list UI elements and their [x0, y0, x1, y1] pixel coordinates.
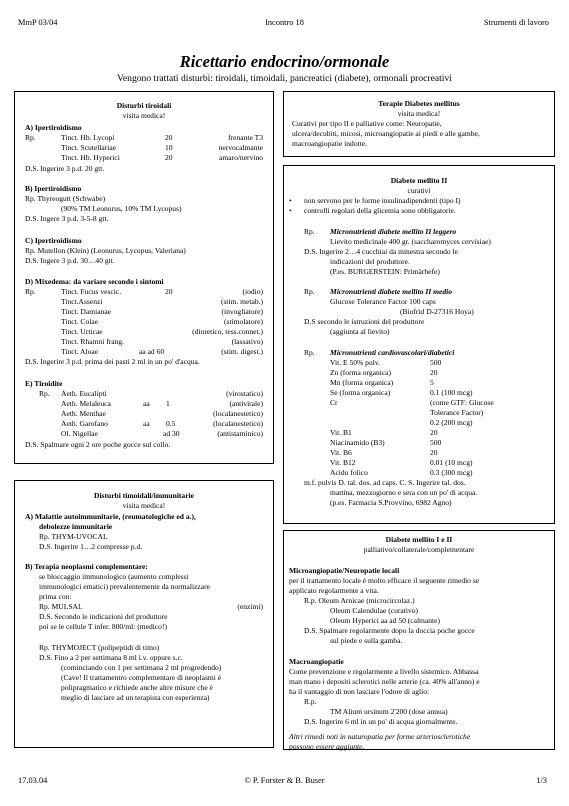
text-line: (Cave! Il trattamentro complementare di neoplasmi è — [61, 673, 222, 682]
ingredient: Aeth. Eucalipti — [61, 389, 107, 398]
dosage: (aggiunta al lievito) — [330, 327, 390, 336]
amount: 500 — [430, 438, 442, 447]
bullet-text: controlli regolari della glicemia sono obbligatorie. — [304, 206, 456, 215]
quantity: 20 — [165, 287, 173, 296]
dosage: D.S. Spalmare regolarmente dopo la doccia poche gocce — [304, 626, 475, 635]
prescription: Rp. MULSAL — [39, 602, 83, 611]
prescription: Oleum Hyperici aa ad 50 (calmante) — [330, 616, 441, 625]
ingredient: Tinct. Colae — [61, 317, 99, 326]
box-title: Terapie Diabetes mellitus — [378, 99, 460, 108]
nutrient: Se (forma organica) — [330, 388, 391, 397]
text-line: se bloccaggio immunologico (aumento complessi — [39, 572, 189, 581]
text-line: macroangiopatie indotte. — [292, 139, 368, 148]
dosage: D.S. Ingerire 3 p.d. prima dei pasti 2 ml in un po' d'acqua. — [25, 357, 200, 366]
mf-line: mattina, mezzogiorno e sera con un po' di acqua. — [330, 488, 478, 497]
effect: (iodio) — [242, 287, 263, 296]
dosage: D.S. Ingere 3 p.d. 30…40 gtt. — [25, 256, 115, 265]
nutrient: Cr — [330, 398, 338, 407]
text-line: polipragmatico e richiede anche altre misure che è — [61, 683, 213, 692]
effect: (virostatico) — [226, 389, 263, 398]
dosage: D.S. Ingerire 1…2 compresse p.d. — [39, 542, 143, 551]
header-left: MmP 03/04 — [18, 18, 58, 27]
dosage: D.S secondo le istruzioni del produttore — [304, 317, 425, 326]
mf-line: (p.es. Farmacia S.Provvino, 6982 Agno) — [330, 498, 452, 507]
nutrient: Zn (forma organica) — [330, 368, 392, 377]
section-heading: Macroangiopatie — [289, 657, 344, 666]
recipe-heading: Micronutrienti diabete mellito II leggero — [330, 227, 457, 236]
prescription: Rp. Mutellon (Klein) (Leonurus, Lycopus, Valeriana) — [25, 246, 186, 255]
section-heading: B) Ipertiroidismo — [25, 184, 82, 193]
text-line: prima con: — [39, 592, 72, 601]
page-subtitle: Vengono trattati disturbi: tiroidali, timoidali, pancreatici (diabete), ormonali procreativi — [117, 73, 452, 84]
amount: 20 — [430, 428, 438, 437]
dosage: D.S. Spalmare ogni 2 ore poche gocce sul collo. — [25, 440, 171, 449]
box-note: curativi — [407, 186, 431, 195]
rp-label: Rp. — [304, 287, 315, 296]
footer-copyright: © P. Forster & B. Buser — [244, 776, 325, 785]
bullet-icon: • — [289, 196, 292, 205]
ingredient: Ol. Nigellae — [61, 429, 98, 438]
page-title: Ricettario endocrino/ormonale — [179, 52, 390, 71]
rp-label: R.p. — [304, 697, 317, 706]
footer-date: 17.03.04 — [18, 776, 48, 785]
dosage: D.S. Fino a 2 per settimana 8 ml i.v. oppure s.c. — [39, 653, 183, 662]
text-line: meglio di lasciare ad un terapista con esperienza) — [61, 693, 210, 702]
dosage: poi se le cellule T infer. 800/ml: (medico!) — [39, 622, 167, 631]
prescription: TM Alium ursinum 2'200 (dose annua) — [330, 707, 448, 716]
ingredient: Aeth. Melaleuca — [61, 399, 111, 408]
ingredient: Tinct. Aloae — [61, 347, 99, 356]
effect: frenante T3 — [228, 133, 263, 142]
recipe-heading: Micronutrienti diabete mellito II medio — [330, 287, 453, 296]
box-tiroidali — [14, 91, 274, 464]
header-right: Strumenti di lavoro — [483, 18, 549, 27]
effect: (localanestetico) — [213, 419, 263, 428]
section-heading: Microangiopatie/Neuropatie locali — [289, 566, 400, 575]
effect: (antivirale) — [229, 399, 263, 408]
box-diabete-ii — [283, 165, 555, 524]
box-title: Diabete mellito I e II — [385, 535, 453, 544]
box-title: Disturbi timoidali/immunitarie — [94, 491, 194, 500]
prescription: Oleum Calendulae (curativo) — [330, 606, 419, 615]
prescription: Rp. Thyreogutt (Schwabe) — [25, 194, 106, 203]
text-line: per il trattamento locale è molto efficace il seguente rimedio se — [289, 576, 480, 585]
bullet-icon: • — [289, 206, 292, 215]
effect: (stim. digest.) — [221, 347, 263, 356]
effect: (localanestetico) — [213, 409, 263, 418]
box-note: visita medica! — [397, 109, 441, 118]
prescription: Glucose Tolerance Factor 100 caps — [330, 297, 436, 306]
text-line: ha il vantaggio di non lasciare l'odore di aglio: — [289, 687, 430, 696]
section-heading: debolezze immunitarie — [39, 522, 113, 531]
prescription-detail: (Biofrid D-27316 Hoya) — [400, 307, 474, 316]
rp-label: Rp. — [25, 287, 36, 296]
nutrient: Vit. E 50% pulv. — [330, 358, 380, 367]
mf-line: m.f. pulvis D. tal. dos. ad caps. C. S. Ingerire tal. dos. — [304, 478, 466, 487]
box-note: palliativo/collaterale/complementare — [363, 545, 475, 554]
dosage: D.S. Ingere 3 p.d. 3-5-8 gtt. — [25, 214, 109, 223]
text-line: Curativi per tipo II e palliative come: Neuropatie, — [292, 119, 442, 128]
box-timoidali — [14, 480, 274, 748]
aa-label: aa — [143, 399, 150, 408]
bullet-text: non servono per le forme insulinadipendenti (tipo I) — [304, 196, 461, 205]
footnote: Altri rimedi noti in naturopatia per forme arteriosclerotiche — [289, 732, 471, 741]
text-line: (cominciando con 1 per settimana 2 ml progredendo) — [61, 663, 222, 672]
rp-label: Rp. — [304, 348, 315, 357]
amount: Tolerance Factor) — [430, 408, 484, 417]
amount: (come GTF: Glucose — [430, 398, 494, 407]
prescription-detail: (90% TM Leonurus, 10% TM Lycopus) — [61, 204, 182, 213]
prescription: Rp. THYM-UVOCAL — [39, 532, 108, 541]
text-line: immunologici ematici) prevalentemente da normalizzare — [39, 582, 210, 591]
amount: 0.3 (300 mcg) — [430, 468, 473, 477]
nutrient: Mn (forma organica) — [330, 378, 394, 387]
effect: (stim. metab.) — [220, 297, 263, 306]
effect: (antistaminico) — [217, 429, 263, 438]
quantity: 10 — [165, 143, 173, 152]
section-heading: C) Ipertiroidismo — [25, 236, 82, 245]
footer-page-number: 1/3 — [536, 776, 547, 785]
quantity: ad 30 — [163, 429, 180, 438]
nutrient: Vit. B6 — [330, 448, 352, 457]
box-title: Disturbi tiroidali — [116, 101, 172, 110]
amount: 5 — [430, 378, 434, 387]
effect: (diuretico, tess.connet.) — [192, 327, 263, 336]
box-title: Diabete mellito II — [390, 176, 448, 185]
text-line: man mano i depositi sclerotici nelle arterie (ca. 40% all'anno) e — [289, 677, 480, 686]
effect: (lassativo) — [231, 337, 263, 346]
box-diabete-i-ii — [283, 530, 555, 750]
rp-label: Rp. — [39, 389, 50, 398]
effect: (stimolatore) — [224, 317, 263, 326]
box-note: visita medica! — [122, 501, 166, 510]
effect: (invogliatore) — [221, 307, 263, 316]
header-center: Incontro 18 — [265, 18, 304, 27]
prescription: Lievito medicinale 400 gr. (saccharomyces cervisiae) — [330, 237, 491, 246]
aa-label: aa — [143, 419, 150, 428]
ingredient: Tinct. Hb. Hyperici — [61, 153, 120, 162]
ingredient: Tinct. Scutellariae — [61, 143, 117, 152]
dosage: D.S. Ingerire 3 p.d. 20 gtt. — [25, 164, 105, 173]
rp-label: Rp. — [25, 133, 36, 142]
prescription-note: (enzimi) — [237, 602, 263, 611]
amount: 20 — [430, 368, 438, 377]
dosage: (P.es. BURGERSTEIN: Primärhefe) — [330, 267, 440, 276]
ingredient: Tinct. Hb. Lycopi — [61, 133, 115, 142]
ingredient: Aeth. Garofano — [61, 419, 108, 428]
nutrient: Vit. B12 — [330, 458, 356, 467]
dosage: D.S. Ingerire 6 ml in un po' di acqua giornalmente. — [304, 717, 458, 726]
amount: 0.01 (10 mcg) — [430, 458, 473, 467]
ingredient: Tinct. Fucus vescic. — [61, 287, 122, 296]
prescription: R.p. Oleum Arnicae (microcircolaz.) — [304, 596, 415, 605]
quantity: 0.5 — [166, 419, 176, 428]
quantity: 20 — [165, 133, 173, 142]
quantity: aa ad 60 — [139, 347, 165, 356]
dosage: D.S. Secondo le indicazioni del produttore — [39, 612, 168, 621]
prescription: Rp. THYMOJECT (polipeptidi di timo) — [39, 643, 160, 652]
ingredient: Aeth. Menthae — [61, 409, 106, 418]
footnote: possono essere aggiunte. — [289, 742, 365, 751]
amount: 0.1 (100 mcg) — [430, 388, 473, 397]
ingredient: Tinct. Rhamni frang. — [61, 337, 125, 346]
dosage: sul piede e sulla gamba. — [330, 636, 403, 645]
nutrient: Vit. B1 — [330, 428, 352, 437]
effect: amaro/nervino — [218, 153, 263, 162]
ingredient: Tinct. Damianae — [61, 307, 112, 316]
section-heading: E) Tiroidite — [25, 379, 63, 388]
text-line: ulcera/decubiti, micosi, microangiopatie ai piedi e alle gambe, — [292, 129, 480, 138]
ingredient: Tinct. Urticae — [61, 327, 103, 336]
nutrient: Niacinamido (B3) — [330, 438, 385, 447]
section-heading: B) Terapia neoplasmi complementare: — [25, 562, 148, 571]
box-terapie-diabetes — [283, 91, 555, 157]
quantity: 1 — [166, 399, 170, 408]
recipe-heading: Micronutrienti cardiovascolari/diabetici — [330, 348, 455, 357]
dosage: D.S. Ingerire 2…4 cucchiai da minestra secondo le — [304, 247, 459, 256]
amount: 0.2 (200 mcg) — [430, 418, 473, 427]
section-heading: A) Ipertiroidismo — [25, 123, 82, 132]
section-heading: D) Mixedema: da variare secondo i sintomi — [25, 277, 164, 286]
dosage: indicazioni del produttore. — [330, 257, 410, 266]
amount: 20 — [430, 448, 438, 457]
section-heading: A) Malattie autoimmunitarie, (reumatologiche ed a.), — [25, 512, 196, 521]
effect: nervocalmante — [218, 143, 263, 152]
box-note: visita medica! — [122, 111, 166, 120]
ingredient: Tinct.Assenzi — [61, 297, 103, 306]
text-line: applicato regolarmente a vita. — [289, 586, 379, 595]
amount: 500 — [430, 358, 442, 367]
rp-label: Rp. — [304, 227, 315, 236]
text-line: Come prevenzione e regolarmente a livello sistemico. Abbassa — [289, 667, 479, 676]
nutrient: Acido folico — [330, 468, 368, 477]
quantity: 20 — [165, 153, 173, 162]
